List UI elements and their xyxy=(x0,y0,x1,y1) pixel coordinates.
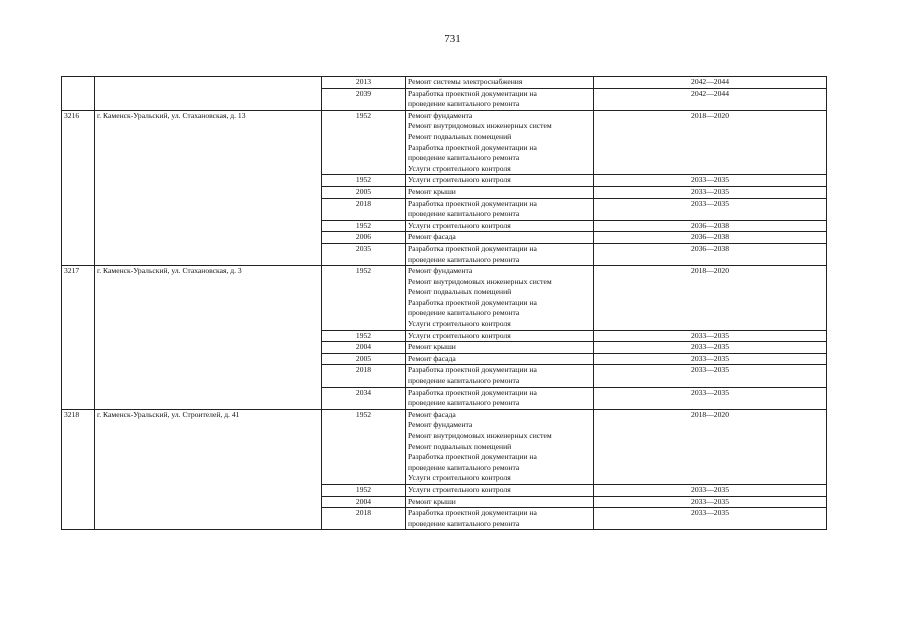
work-type-line: проведение капитального ремонта xyxy=(408,99,520,109)
work-type-cell xyxy=(406,232,594,244)
work-type-cell xyxy=(406,387,594,409)
year-cell: 2035 xyxy=(322,243,406,265)
table-row xyxy=(62,342,827,354)
planned-period-cell: 2018—2020 xyxy=(594,409,827,484)
table-row xyxy=(62,220,827,232)
planned-period-cell: 2033—2035 xyxy=(594,353,827,365)
year-cell: 1952 xyxy=(322,409,406,484)
year-cell: 1952 xyxy=(322,220,406,232)
planned-period-cell: 2033—2035 xyxy=(594,484,827,496)
work-type-cell xyxy=(406,88,594,110)
address-cell xyxy=(95,365,322,387)
work-type-cell xyxy=(406,365,594,387)
work-type-line: Ремонт фундамента xyxy=(408,420,473,430)
table-row xyxy=(62,330,827,342)
work-type-cell xyxy=(406,266,594,331)
year-cell: 2018 xyxy=(322,508,406,530)
work-type-cell xyxy=(406,508,594,530)
work-type-line: Ремонт внутридомовых инженерных систем xyxy=(408,121,552,131)
work-type-line: проведение капитального ремонта xyxy=(408,153,520,163)
planned-period-cell: 2033—2035 xyxy=(594,198,827,220)
planned-period-cell: 2036—2038 xyxy=(594,243,827,265)
table-body xyxy=(62,77,827,530)
address-cell xyxy=(95,353,322,365)
work-type-line: проведение капитального ремонта xyxy=(408,209,520,219)
year-cell: 2034 xyxy=(322,387,406,409)
work-type-cell xyxy=(406,484,594,496)
work-type-line: проведение капитального ремонта xyxy=(408,254,520,264)
table-row xyxy=(62,508,827,530)
building-number-cell xyxy=(62,88,95,110)
building-number-cell: 3216 xyxy=(62,110,95,175)
work-type-line: Ремонт подвальных помещений xyxy=(408,131,512,141)
building-number-cell xyxy=(62,232,95,244)
planned-period-cell: 2033—2035 xyxy=(594,496,827,508)
planned-period-cell: 2042—2044 xyxy=(594,88,827,110)
work-type-line: Услуги строительного контроля xyxy=(408,163,511,173)
building-number-cell xyxy=(62,330,95,342)
work-type-line: Ремонт крыши xyxy=(408,186,456,196)
work-type-line: Услуги строительного контроля xyxy=(408,319,511,329)
work-type-cell xyxy=(406,198,594,220)
planned-period-cell: 2033—2035 xyxy=(594,175,827,187)
work-type-line: Услуги строительного контроля xyxy=(408,175,511,185)
address-cell xyxy=(95,342,322,354)
year-cell: 2005 xyxy=(322,186,406,198)
year-cell: 1952 xyxy=(322,266,406,331)
work-type-cell xyxy=(406,496,594,508)
building-number-cell xyxy=(62,198,95,220)
year-cell: 1952 xyxy=(322,484,406,496)
table-row xyxy=(62,496,827,508)
work-type-line: Ремонт системы электроснабжения xyxy=(408,77,523,86)
work-type-line: проведение капитального ремонта xyxy=(408,376,520,386)
building-number-cell xyxy=(62,508,95,530)
year-cell: 2004 xyxy=(322,342,406,354)
work-type-line: Разработка проектной документации на xyxy=(408,198,537,208)
address-cell xyxy=(95,496,322,508)
address-cell xyxy=(95,508,322,530)
planned-period-cell: 2018—2020 xyxy=(594,110,827,175)
work-type-cell xyxy=(406,186,594,198)
building-number-cell xyxy=(62,243,95,265)
table-row xyxy=(62,484,827,496)
building-number-cell: 3217 xyxy=(62,266,95,331)
building-number-cell xyxy=(62,484,95,496)
building-number-cell: 3218 xyxy=(62,409,95,484)
building-number-cell xyxy=(62,365,95,387)
year-cell: 2039 xyxy=(322,88,406,110)
address-cell: г. Каменск-Уральский, ул. Стахановская, д. 3 xyxy=(95,266,322,331)
address-cell xyxy=(95,175,322,187)
work-type-cell xyxy=(406,409,594,484)
building-number-cell xyxy=(62,496,95,508)
address-cell xyxy=(95,330,322,342)
table-row xyxy=(62,243,827,265)
building-number-cell xyxy=(62,186,95,198)
work-type-line: Ремонт фундамента xyxy=(408,110,473,120)
work-type-line: Разработка проектной документации на xyxy=(408,452,537,462)
building-number-cell xyxy=(62,353,95,365)
capital-repair-table xyxy=(61,76,827,530)
address-cell xyxy=(95,77,322,89)
work-type-cell xyxy=(406,220,594,232)
table-row xyxy=(62,88,827,110)
table-row xyxy=(62,409,827,484)
year-cell: 2005 xyxy=(322,353,406,365)
building-number-cell xyxy=(62,387,95,409)
address-cell xyxy=(95,186,322,198)
building-number-cell xyxy=(62,342,95,354)
work-type-line: Разработка проектной документации на xyxy=(408,297,537,307)
planned-period-cell: 2033—2035 xyxy=(594,330,827,342)
page-number: 731 xyxy=(444,33,461,45)
address-cell xyxy=(95,484,322,496)
work-type-line: Ремонт фасада xyxy=(408,232,456,242)
work-type-line: Разработка проектной документации на xyxy=(408,365,537,375)
work-type-line: Ремонт фасада xyxy=(408,353,456,363)
year-cell: 2013 xyxy=(322,77,406,89)
work-type-line: Разработка проектной документации на xyxy=(408,387,537,397)
address-cell xyxy=(95,88,322,110)
table-row xyxy=(62,387,827,409)
work-type-cell xyxy=(406,243,594,265)
work-type-line: Разработка проектной документации на xyxy=(408,88,537,98)
table-row xyxy=(62,110,827,175)
building-number-cell xyxy=(62,175,95,187)
work-type-line: Ремонт крыши xyxy=(408,496,456,506)
year-cell: 2006 xyxy=(322,232,406,244)
building-number-cell xyxy=(62,77,95,89)
year-cell: 1952 xyxy=(322,330,406,342)
work-type-line: Ремонт фундамента xyxy=(408,266,473,276)
work-type-line: Ремонт крыши xyxy=(408,342,456,352)
address-cell xyxy=(95,198,322,220)
table-row xyxy=(62,353,827,365)
table-row xyxy=(62,365,827,387)
planned-period-cell: 2033—2035 xyxy=(594,186,827,198)
work-type-line: проведение капитального ремонта xyxy=(408,462,520,472)
work-type-line: Услуги строительного контроля xyxy=(408,330,511,340)
table-row xyxy=(62,232,827,244)
year-cell: 2018 xyxy=(322,198,406,220)
work-type-line: Ремонт внутридомовых инженерных систем xyxy=(408,431,552,440)
work-type-cell xyxy=(406,330,594,342)
planned-period-cell: 2033—2035 xyxy=(594,365,827,387)
table-row xyxy=(62,175,827,187)
year-cell: 2004 xyxy=(322,496,406,508)
planned-period-cell: 2042—2044 xyxy=(594,77,827,89)
address-cell: г. Каменск-Уральский, ул. Стахановская, д. 13 xyxy=(95,110,322,175)
address-cell xyxy=(95,243,322,265)
work-type-line: Ремонт фасада xyxy=(408,409,456,419)
work-type-line: Разработка проектной документации на xyxy=(408,142,537,152)
year-cell: 1952 xyxy=(322,175,406,187)
planned-period-cell: 2033—2035 xyxy=(594,508,827,530)
work-type-line: Услуги строительного контроля xyxy=(408,473,511,483)
table-row xyxy=(62,77,827,89)
planned-period-cell: 2036—2038 xyxy=(594,232,827,244)
work-type-cell xyxy=(406,175,594,187)
work-type-cell xyxy=(406,353,594,365)
work-type-line: Ремонт подвальных помещений xyxy=(408,287,512,297)
work-type-cell xyxy=(406,342,594,354)
address-cell xyxy=(95,232,322,244)
table-row xyxy=(62,198,827,220)
year-cell: 2018 xyxy=(322,365,406,387)
table-row xyxy=(62,266,827,331)
address-cell xyxy=(95,220,322,232)
table-row xyxy=(62,186,827,198)
address-cell: г. Каменск-Уральский, ул. Строителей, д. 41 xyxy=(95,409,322,484)
work-type-cell xyxy=(406,110,594,175)
work-type-line: Ремонт внутридомовых инженерных систем xyxy=(408,276,552,286)
address-cell xyxy=(95,387,322,409)
year-cell: 1952 xyxy=(322,110,406,175)
work-type-line: проведение капитального ремонта xyxy=(408,398,520,408)
work-type-line: Услуги строительного контроля xyxy=(408,484,511,494)
planned-period-cell: 2036—2038 xyxy=(594,220,827,232)
work-type-cell xyxy=(406,77,594,89)
work-type-line: Разработка проектной документации на xyxy=(408,508,537,518)
work-type-line: Услуги строительного контроля xyxy=(408,220,511,230)
work-type-line: проведение капитального ремонта xyxy=(408,308,520,318)
planned-period-cell: 2033—2035 xyxy=(594,387,827,409)
work-type-line: проведение капитального ремонта xyxy=(408,518,520,528)
work-type-line: Разработка проектной документации на xyxy=(408,243,537,253)
building-number-cell xyxy=(62,220,95,232)
planned-period-cell: 2033—2035 xyxy=(594,342,827,354)
work-type-line: Ремонт подвальных помещений xyxy=(408,441,512,451)
planned-period-cell: 2018—2020 xyxy=(594,266,827,331)
